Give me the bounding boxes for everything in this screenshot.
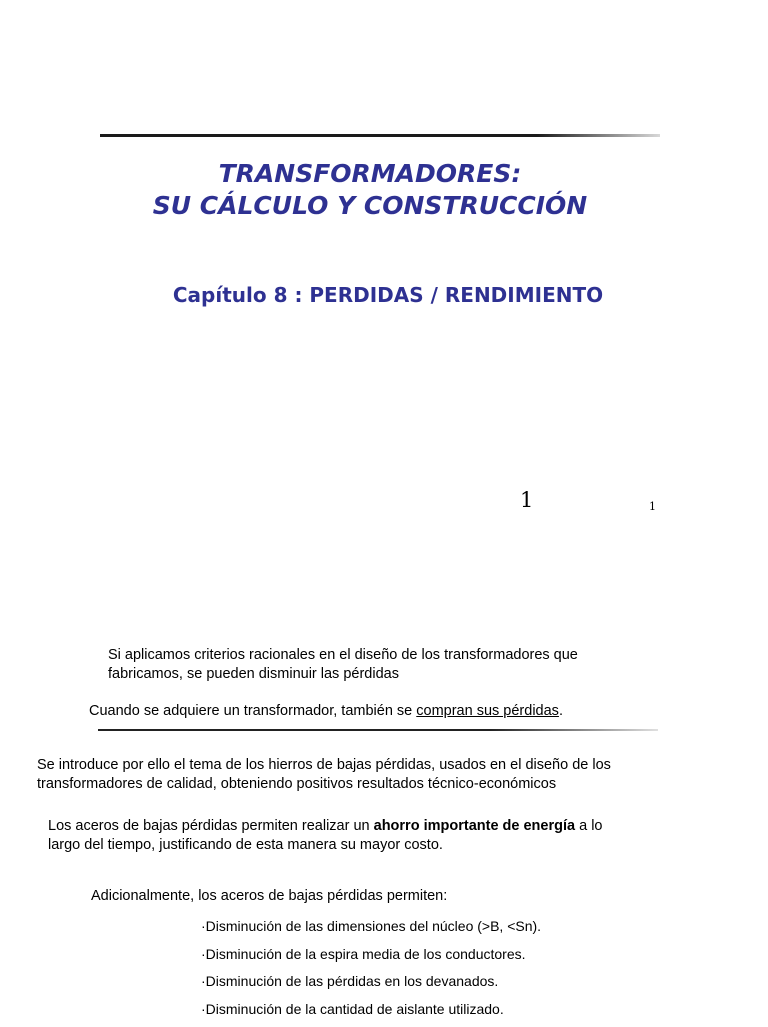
paragraph-rule: [98, 729, 658, 731]
underlined-text: compran sus pérdidas: [416, 703, 559, 719]
page-number: 1: [649, 500, 656, 513]
text-span: Cuando se adquiere un transformador, también se: [89, 703, 416, 719]
benefits-list: [201, 917, 541, 1027]
paragraph-compran: [89, 702, 563, 721]
list-item: ·Disminución de la cantidad de aislante utilizado.: [201, 1000, 541, 1027]
list-item: ·Disminución de las dimensiones del núcleo (>B, <Sn).: [201, 917, 541, 945]
list-item: ·Disminución de la espira media de los conductores.: [201, 945, 541, 973]
slide-page-number: 1: [520, 488, 533, 512]
paragraph-aceros: [48, 817, 603, 855]
paragraph-line: largo del tiempo, justificando de esta manera su mayor costo.: [48, 836, 603, 855]
paragraph-line: [48, 817, 603, 836]
paragraph-adicionalmente: Adicionalmente, los aceros de bajas pérdidas permiten:: [91, 887, 447, 906]
chapter-heading: Capítulo 8 : PERDIDAS / RENDIMIENTO: [80, 283, 696, 307]
bold-text: ahorro importante de energía: [374, 818, 575, 834]
text-span: Los aceros de bajas pérdidas permiten realizar un: [48, 818, 374, 834]
paragraph-line: Si aplicamos criterios racionales en el diseño de los transformadores que: [108, 646, 578, 665]
paragraph-line: fabricamos, se pueden disminuir las pérdidas: [108, 665, 578, 684]
slide-header-rule: [100, 134, 660, 137]
title-line-2: SU CÁLCULO Y CONSTRUCCIÓN: [80, 190, 660, 222]
title-line-1: TRANSFORMADORES:: [80, 158, 660, 190]
list-item: ·Disminución de las pérdidas en los devanados.: [201, 972, 541, 1000]
paragraph-hierros: [37, 756, 611, 794]
paragraph-criterios: [108, 646, 578, 684]
paragraph-line: Se introduce por ello el tema de los hierros de bajas pérdidas, usados en el diseño de los: [37, 756, 611, 775]
text-span: a lo: [575, 818, 602, 834]
document-title: [80, 158, 660, 222]
paragraph-line: transformadores de calidad, obteniendo positivos resultados técnico-económicos: [37, 775, 611, 794]
text-span: .: [559, 703, 563, 719]
